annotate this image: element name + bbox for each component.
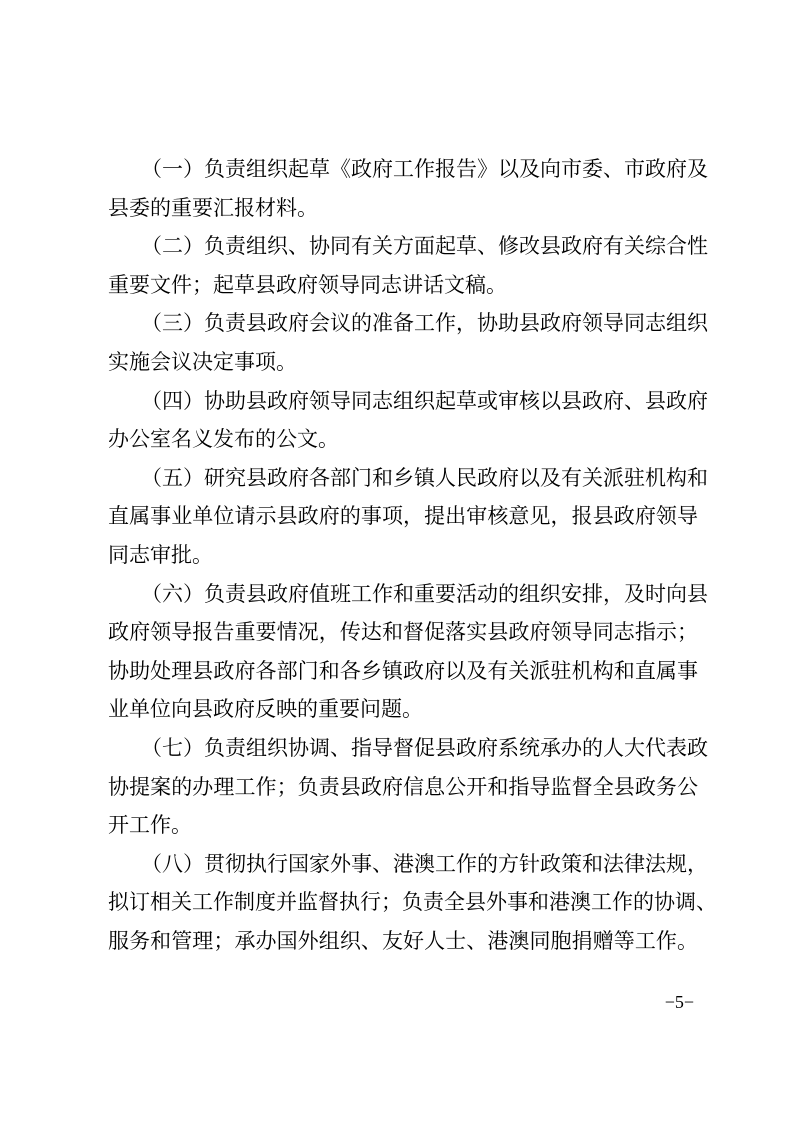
text-line: 同志审批。 bbox=[108, 542, 213, 567]
text-line: 拟订相关工作制度并监督执行；负责全县外事和港澳工作的协调、 bbox=[108, 890, 717, 915]
paragraph-5 bbox=[108, 459, 708, 575]
text-line: （二）负责组织、协同有关方面起草、修改县政府有关综合性 bbox=[141, 234, 708, 259]
paragraph-3 bbox=[108, 304, 708, 381]
text-line: 业单位向县政府反映的重要问题。 bbox=[108, 697, 423, 722]
paragraph-7 bbox=[108, 729, 708, 845]
text-line: （四）协助县政府领导同志组织起草或审核以县政府、县政府 bbox=[141, 388, 708, 413]
text-line: 办公室名义发布的公文。 bbox=[108, 427, 339, 452]
page-number: −5− bbox=[664, 992, 694, 1012]
paragraph-8 bbox=[108, 845, 717, 961]
text-line: 重要文件；起草县政府领导同志讲话文稿。 bbox=[108, 272, 507, 297]
text-line: 开工作。 bbox=[108, 813, 192, 838]
paragraph-4 bbox=[108, 382, 708, 459]
paragraph-1 bbox=[108, 150, 708, 227]
text-line: （七）负责组织协调、指导督促县政府系统承办的人大代表政 bbox=[141, 735, 708, 760]
text-line: 协提案的办理工作；负责县政府信息公开和指导监督全县政务公 bbox=[108, 774, 698, 799]
text-line: （八）贯彻执行国家外事、港澳工作的方针政策和法律法规， bbox=[141, 851, 708, 876]
document-body bbox=[108, 150, 717, 960]
text-line: 县委的重要汇报材料。 bbox=[108, 195, 318, 220]
text-line: （三）负责县政府会议的准备工作，协助县政府领导同志组织 bbox=[141, 311, 708, 336]
paragraph-6 bbox=[108, 575, 708, 729]
text-line: （六）负责县政府值班工作和重要活动的组织安排，及时向县 bbox=[141, 581, 708, 606]
text-line: 服务和管理；承办国外组织、友好人士、港澳同胞捐赠等工作。 bbox=[108, 928, 698, 953]
text-line: （一）负责组织起草《政府工作报告》以及向市委、市政府及 bbox=[141, 157, 708, 181]
text-line: 政府领导报告重要情况，传达和督促落实县政府领导同志指示； bbox=[108, 620, 698, 645]
paragraph-2 bbox=[108, 227, 708, 304]
text-line: （五）研究县政府各部门和乡镇人民政府以及有关派驻机构和 bbox=[141, 465, 708, 490]
text-line: 协助处理县政府各部门和各乡镇政府以及有关派驻机构和直属事 bbox=[108, 658, 698, 683]
text-line: 实施会议决定事项。 bbox=[108, 349, 297, 374]
text-line: 直属事业单位请示县政府的事项，提出审核意见，报县政府领导 bbox=[108, 504, 698, 529]
